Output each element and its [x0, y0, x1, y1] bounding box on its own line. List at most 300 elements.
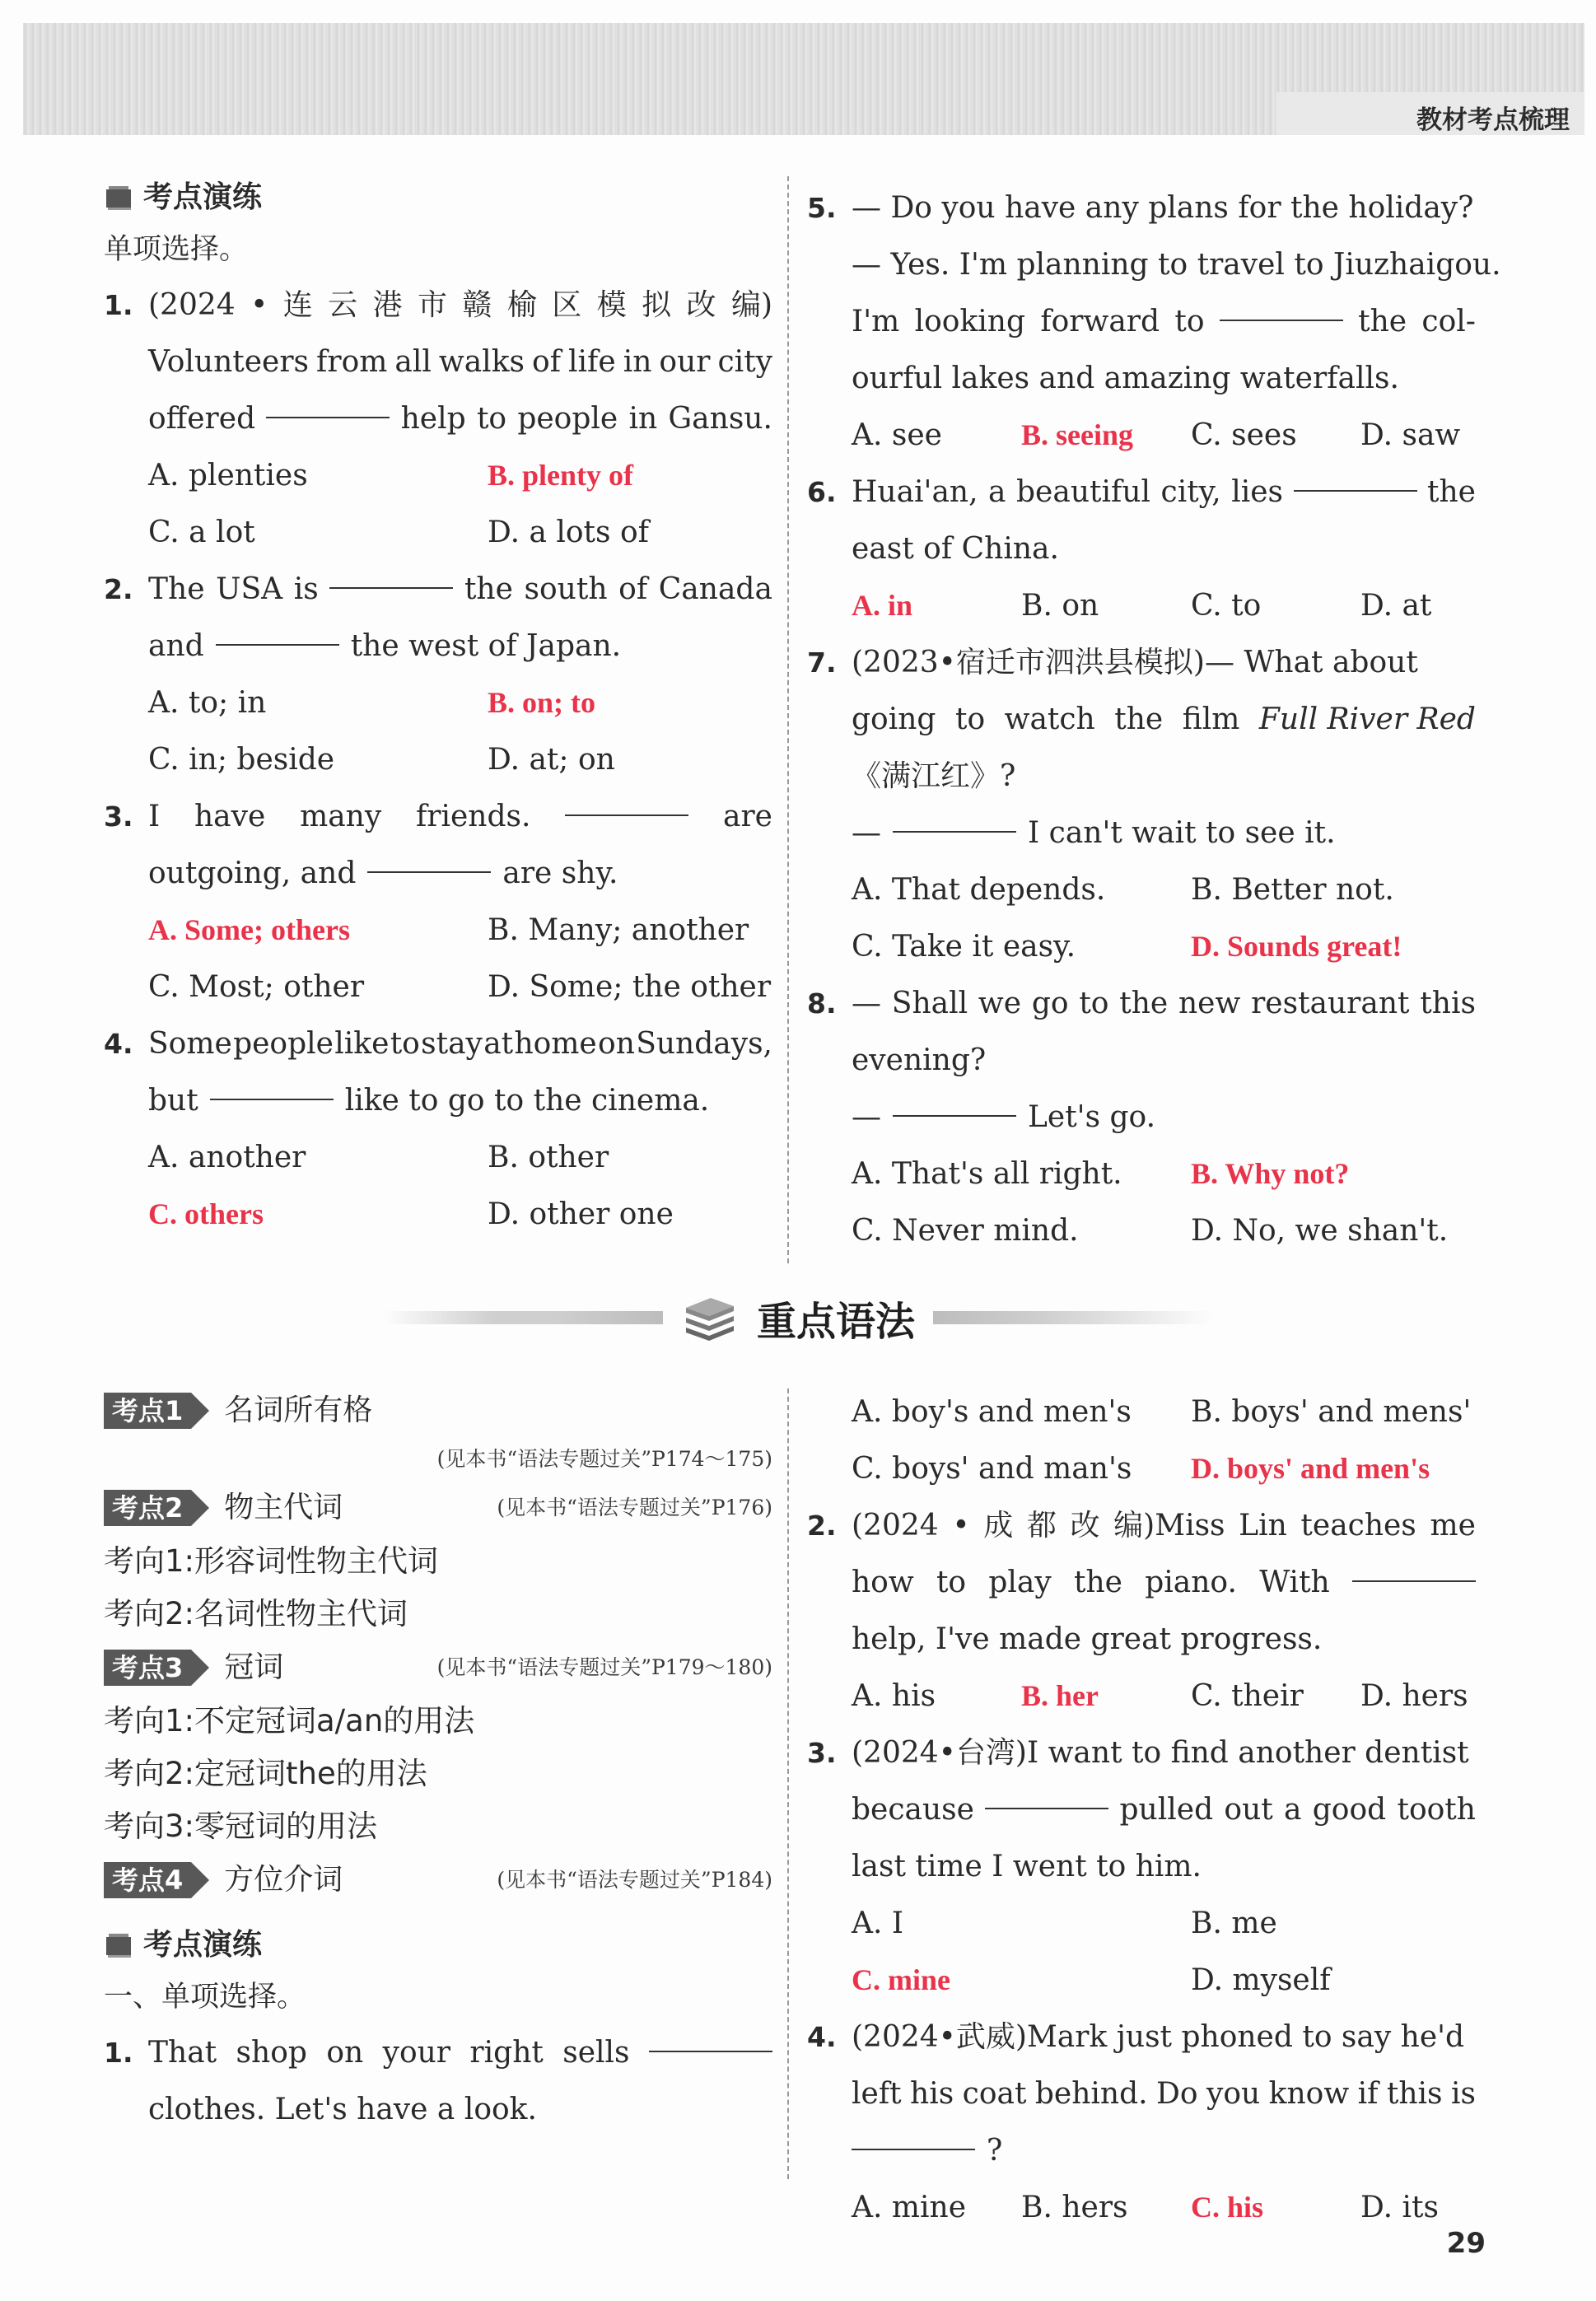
correct-option[interactable]: C. his: [1191, 2191, 1264, 2224]
question-word: to: [936, 1566, 967, 1599]
question-line: [807, 975, 1476, 1032]
question-line: [104, 334, 772, 390]
question-text: [852, 1032, 1476, 1089]
question-word: a: [1284, 1793, 1302, 1827]
question-text: [852, 805, 1476, 861]
question-word: go: [1031, 987, 1069, 1020]
grammar-points-column: [104, 1384, 772, 2138]
correct-option[interactable]: A. in: [852, 589, 913, 622]
question-word: Huai'an,: [852, 475, 978, 509]
options-row: [104, 1186, 772, 1243]
question-word: Let's go.: [1028, 1100, 1156, 1134]
decorative-bar-left: [383, 1311, 663, 1324]
options-row: [104, 902, 772, 959]
book-icon: [104, 1930, 133, 1960]
question-text: [852, 748, 1476, 805]
books-stack-icon: [681, 1293, 739, 1342]
question-word: I'm: [852, 305, 900, 338]
question-word: home: [514, 1027, 597, 1061]
question-word: is: [293, 572, 319, 606]
option[interactable]: B. boys' and mens': [1191, 1395, 1472, 1429]
question-word: clothes. Let's have a look.: [148, 2093, 537, 2126]
option[interactable]: A. to; in: [148, 686, 267, 720]
options-row: [807, 1384, 1476, 1440]
column-divider-bottom: [787, 1389, 789, 2179]
options-row: [807, 407, 1476, 464]
question-word: 《满江红》?: [852, 759, 1016, 793]
question-word: but: [148, 1084, 198, 1118]
option[interactable]: D. its: [1360, 2191, 1439, 2224]
grammar-point-title: 物主代词: [224, 1491, 343, 1525]
grammar-point-badge: 考点1: [104, 1393, 191, 1429]
question-word: •: [250, 288, 268, 322]
question-word: USA: [216, 572, 283, 606]
question-line: [104, 2024, 772, 2081]
answer-blank[interactable]: [565, 788, 688, 816]
grammar-point-badge: 考点2: [104, 1490, 191, 1526]
options-row: [807, 577, 1476, 634]
question-word: out: [1224, 1793, 1273, 1827]
question-word: help, I've made great progress.: [852, 1622, 1323, 1656]
decorative-bar-right: [933, 1311, 1213, 1324]
option[interactable]: B. other: [488, 1141, 609, 1174]
question-word: new: [1178, 987, 1241, 1020]
question-line: [104, 618, 772, 674]
book-icon: [104, 183, 133, 212]
question-word: on: [598, 1027, 635, 1061]
option[interactable]: B. hers: [1021, 2191, 1128, 2224]
grammar-subpoint: 考向1:不定冠词a/an的用法: [104, 1703, 475, 1739]
practice-heading-text: 考点演练: [143, 1928, 263, 1963]
option[interactable]: D. hers: [1360, 1679, 1468, 1713]
question-word: —: [852, 987, 881, 1020]
question-word: play: [988, 1566, 1052, 1599]
question-word: to: [1079, 987, 1109, 1020]
question-word: 成: [983, 1509, 1014, 1543]
question-text: [852, 293, 1476, 350]
answer-blank[interactable]: [329, 561, 453, 589]
question-word: film: [1182, 702, 1240, 736]
question-text: [148, 788, 772, 845]
question-word: how: [852, 1566, 914, 1599]
option[interactable]: B. on: [1021, 589, 1099, 623]
question-word: coat: [962, 2077, 1027, 2111]
grammar-point-title: 名词所有格: [224, 1393, 373, 1428]
question-word: 改: [686, 288, 716, 322]
grammar-subpoint: 考向2:定冠词the的用法: [104, 1756, 427, 1791]
question-word: from: [316, 345, 388, 379]
question-word: I: [148, 800, 161, 833]
question-text: [852, 1838, 1476, 1895]
question-text: [852, 2009, 1476, 2065]
option[interactable]: A. another: [148, 1141, 306, 1174]
question-text: [148, 390, 772, 447]
question-text: [852, 2122, 1476, 2179]
question-word: lies: [1231, 475, 1283, 509]
question-line: [807, 1725, 1476, 1781]
question-line: [807, 2009, 1476, 2065]
answer-blank[interactable]: [216, 618, 339, 646]
question-word: city,: [1160, 475, 1221, 509]
question-word: teaches: [1300, 1509, 1416, 1543]
question-word: ourful lakes and amazing waterfalls.: [852, 362, 1399, 395]
question-word: the: [1073, 1566, 1122, 1599]
question-line: [104, 277, 772, 334]
correct-option[interactable]: B. her: [1021, 1679, 1099, 1712]
question-line: [807, 2065, 1476, 2122]
question-line: [104, 788, 772, 845]
question-text: [852, 520, 1476, 577]
question-word: east of China.: [852, 532, 1059, 566]
grammar-point-4: [104, 1853, 772, 1907]
right-column-exercises: [807, 180, 1501, 1259]
question-word: going: [852, 702, 936, 736]
question-word: Sundays,: [636, 1027, 772, 1061]
column-divider-top: [787, 176, 789, 1263]
options-row: [104, 959, 772, 1015]
question-word: 改: [1070, 1509, 1100, 1543]
question-word: left: [852, 2077, 902, 2111]
question-word: to: [954, 702, 986, 736]
question-text: [852, 180, 1476, 236]
grammar-title: 重点语法: [756, 1298, 915, 1345]
option[interactable]: A. see: [852, 418, 942, 452]
options-row: [807, 1895, 1476, 1952]
question-word: the: [1114, 702, 1164, 736]
header-title: 教材考点梳理: [1416, 105, 1570, 135]
correct-option[interactable]: A. Some; others: [148, 913, 350, 946]
options-row: [104, 731, 772, 788]
question-line: [807, 1838, 1476, 1895]
option[interactable]: A. plenties: [148, 459, 308, 492]
option[interactable]: D. myself: [1191, 1963, 1331, 1997]
answer-blank[interactable]: [649, 2024, 772, 2052]
correct-option[interactable]: C. others: [148, 1197, 264, 1230]
section-heading: [104, 173, 772, 222]
options-row: [807, 861, 1476, 918]
option[interactable]: D. No, we shan't.: [1191, 1214, 1449, 1248]
question-text: [148, 2081, 772, 2138]
question-word: help: [400, 402, 466, 436]
options-row: [104, 674, 772, 731]
question-word: the west of Japan.: [350, 629, 622, 663]
question-line: [807, 464, 1476, 520]
option[interactable]: C. boys' and man's: [852, 1452, 1132, 1486]
question-word: your: [382, 2036, 451, 2070]
question-text: [148, 277, 772, 334]
question-word: to: [1174, 305, 1205, 338]
option[interactable]: C. in; beside: [148, 743, 335, 777]
question-word: (2024•台湾)I want to find another dentist: [852, 1736, 1469, 1770]
question-word: beautiful: [1016, 475, 1151, 509]
question-word: right: [469, 2036, 544, 2070]
question-word: our: [659, 345, 711, 379]
question-number: 4.: [104, 1028, 133, 1060]
question-word: life: [568, 345, 616, 379]
correct-option[interactable]: B. on; to: [488, 686, 596, 719]
options-row: [807, 1952, 1476, 2009]
question-line: [807, 180, 1476, 236]
question-word: tooth: [1397, 1793, 1476, 1827]
question-word: shop: [236, 2036, 307, 2070]
question-word: of: [532, 345, 562, 379]
question-word: last time I went to him.: [852, 1850, 1202, 1883]
question-word: are: [722, 800, 772, 833]
answer-blank[interactable]: [1352, 1554, 1476, 1582]
left-column-exercises: [104, 173, 772, 1243]
question-word: we: [978, 987, 1022, 1020]
question-word: The: [148, 572, 205, 606]
correct-option[interactable]: D. boys' and men's: [1191, 1452, 1430, 1485]
option[interactable]: C. a lot: [148, 516, 255, 549]
section-heading-text: 考点演练: [143, 180, 263, 215]
question-word: many: [300, 800, 382, 833]
answer-blank[interactable]: [367, 845, 491, 873]
question-word: walks: [438, 345, 525, 379]
grammar-point-1: [104, 1384, 772, 1438]
question-word: good: [1312, 1793, 1387, 1827]
question-word: because: [852, 1793, 974, 1827]
question-word: the: [1427, 475, 1476, 509]
options-row: [807, 1668, 1476, 1725]
question-word: have: [194, 800, 266, 833]
question-line: [807, 1089, 1476, 1146]
question-line: [807, 748, 1476, 805]
practice-heading: [104, 1921, 772, 1970]
option[interactable]: A. That's all right.: [852, 1157, 1122, 1191]
question-text: [148, 1072, 772, 1129]
question-word: is: [1450, 2077, 1476, 2111]
practice-subheading: 一、单项选择。: [104, 1981, 306, 2014]
question-line: [807, 236, 1501, 293]
question-line: [807, 520, 1476, 577]
question-word: like: [334, 1027, 390, 1061]
question-word: 都: [1026, 1509, 1057, 1543]
question-line: [104, 1015, 772, 1072]
question-text: [852, 236, 1501, 293]
question-word: 市: [417, 288, 447, 322]
question-word: 港: [372, 288, 403, 322]
option[interactable]: C. sees: [1191, 418, 1297, 452]
grammar-subpoint: 考向3:零冠词的用法: [104, 1809, 378, 1844]
question-text: [852, 2065, 1476, 2122]
question-word: (2023•宿迁市泗洪县模拟)— What about: [852, 646, 1418, 679]
question-line: [104, 845, 772, 902]
question-word: 赣: [462, 288, 492, 322]
question-word: 云: [328, 288, 358, 322]
answer-blank[interactable]: [893, 1089, 1016, 1117]
option[interactable]: D. other one: [488, 1197, 674, 1231]
question-word: 榆: [506, 288, 537, 322]
correct-option[interactable]: D. Sounds great!: [1191, 930, 1402, 963]
correct-option[interactable]: C. mine: [852, 1963, 950, 1996]
question-line: [104, 2081, 772, 2138]
option[interactable]: A. boy's and men's: [852, 1395, 1132, 1429]
question-line: [807, 1781, 1476, 1838]
option[interactable]: A. mine: [852, 2191, 967, 2224]
options-row: [104, 504, 772, 561]
question-text: [148, 334, 772, 390]
question-word: south: [524, 572, 608, 606]
options-row: [807, 918, 1476, 975]
question-word: sells: [562, 2036, 630, 2070]
question-word: pulled: [1119, 1793, 1214, 1827]
grammar-point-reference: (见本书“语法专题过关”P179～180): [436, 1655, 772, 1679]
option[interactable]: D. Some; the other: [488, 970, 772, 1004]
answer-blank[interactable]: [266, 390, 390, 418]
question-word: the: [1119, 987, 1169, 1020]
question-word: and: [148, 629, 204, 663]
grammar-point-reference: (见本书“语法专题过关”P176): [497, 1496, 772, 1519]
option[interactable]: C. to: [1191, 589, 1262, 623]
grammar-subpoint: 考向1:形容词性物主代词: [104, 1543, 439, 1579]
correct-option[interactable]: B. Why not?: [1191, 1157, 1350, 1190]
grammar-exercises-right: [807, 1384, 1476, 2236]
option[interactable]: D. saw: [1360, 418, 1461, 452]
question-word: people: [233, 1027, 334, 1061]
answer-blank[interactable]: [852, 2122, 975, 2150]
question-word: at: [483, 1027, 514, 1061]
question-line: [807, 805, 1476, 861]
question-word: his: [910, 2077, 954, 2111]
question-word: outgoing, and: [148, 856, 357, 890]
question-word: 连: [282, 288, 313, 322]
options-row: [807, 1202, 1476, 1259]
question-line: [807, 2122, 1476, 2179]
question-word: all: [394, 345, 432, 379]
question-word: That: [148, 2036, 217, 2070]
correct-option[interactable]: B. plenty of: [488, 459, 634, 492]
question-text: [852, 1497, 1476, 1554]
question-word: 编): [730, 288, 772, 322]
question-word: if: [1357, 2077, 1379, 2111]
question-line: [807, 1554, 1476, 1611]
question-word: —: [852, 1100, 881, 1134]
question-number: 5.: [807, 192, 837, 224]
question-number: 2.: [807, 1510, 837, 1542]
question-word: the: [1358, 305, 1407, 338]
option[interactable]: C. Take it easy.: [852, 930, 1076, 964]
question-line: [104, 1072, 772, 1129]
header-tab: [1276, 92, 1584, 135]
question-text: [148, 2024, 772, 2081]
question-word: like to go to the cinema.: [344, 1084, 710, 1118]
question-line: [807, 1497, 1476, 1554]
option[interactable]: A. I: [852, 1907, 904, 1940]
section-subheading: 单项选择。: [104, 233, 249, 266]
option[interactable]: C. their: [1191, 1679, 1304, 1713]
question-word: piano.: [1145, 1566, 1237, 1599]
correct-option[interactable]: B. seeing: [1021, 418, 1134, 451]
question-line: [807, 350, 1476, 407]
question-line: [104, 561, 772, 618]
question-text: [852, 1611, 1476, 1668]
question-line: [807, 293, 1476, 350]
grammar-point-badge: 考点3: [104, 1650, 191, 1686]
grammar-point-reference: (见本书“语法专题过关”P184): [497, 1868, 772, 1892]
grammar-subpoint: 考向2:名词性物主代词: [104, 1596, 408, 1631]
question-word: — Yes. I'm planning to travel to Jiuzhaigou.: [852, 248, 1501, 282]
answer-blank[interactable]: [210, 1072, 334, 1100]
question-word: (2024: [852, 1509, 939, 1543]
question-word: in: [628, 402, 658, 436]
question-word: Volunteers: [148, 345, 310, 379]
question-word: behind.: [1034, 2077, 1148, 2111]
question-word: people: [517, 402, 618, 436]
question-word: are shy.: [502, 856, 618, 890]
question-text: [148, 1015, 772, 1072]
option[interactable]: B. Many; another: [488, 913, 749, 947]
page-number: 29: [1446, 2227, 1486, 2260]
answer-blank[interactable]: [1294, 464, 1417, 492]
option[interactable]: B. me: [1191, 1907, 1277, 1940]
question-word: to: [390, 1027, 420, 1061]
option[interactable]: A. That depends.: [852, 873, 1106, 907]
question-number: 1.: [104, 2037, 133, 2069]
option[interactable]: B. Better not.: [1191, 873, 1394, 907]
question-word: 拟: [642, 288, 672, 322]
options-row: [104, 1129, 772, 1186]
question-word: Canada: [658, 572, 772, 606]
option[interactable]: D. at; on: [488, 743, 615, 777]
question-word: in: [623, 345, 652, 379]
grammar-point-title: 方位介词: [224, 1863, 343, 1897]
question-word: (2024: [148, 288, 236, 322]
grammar-point-title: 冠词: [224, 1650, 284, 1685]
option[interactable]: C. Never mind.: [852, 1214, 1079, 1248]
question-word: forward: [1040, 305, 1160, 338]
question-word: evening?: [852, 1043, 987, 1077]
option[interactable]: D. at: [1360, 589, 1432, 623]
question-word: Do: [1156, 2077, 1198, 2111]
question-word: to: [476, 402, 507, 436]
option[interactable]: C. Most; other: [148, 970, 365, 1004]
question-text: [148, 845, 772, 902]
question-text: [852, 691, 1476, 748]
answer-blank[interactable]: [985, 1781, 1108, 1809]
question-word: a: [988, 475, 1006, 509]
answer-blank[interactable]: [1220, 293, 1343, 321]
grammar-point-3: [104, 1641, 772, 1695]
question-text: [852, 1725, 1476, 1781]
question-word: on: [326, 2036, 364, 2070]
question-line: [807, 1611, 1476, 1668]
question-word: this: [1386, 2077, 1443, 2111]
question-word: this: [1420, 987, 1476, 1020]
question-word: Shall: [891, 987, 968, 1020]
question-text: [852, 634, 1476, 691]
question-word: Lin: [1239, 1509, 1287, 1543]
options-row: [807, 1440, 1476, 1497]
question-text: [852, 464, 1476, 520]
option[interactable]: D. a lots of: [488, 516, 649, 549]
answer-blank[interactable]: [893, 805, 1016, 833]
question-word: I can't wait to see it.: [1028, 816, 1336, 850]
question-number: 7.: [807, 646, 837, 679]
question-line: [104, 390, 772, 447]
question-number: 3.: [807, 1737, 837, 1769]
question-word: (2024•武威)Mark just phoned to say he'd: [852, 2020, 1465, 2054]
question-text: [852, 1089, 1476, 1146]
question-word: 编)Miss: [1113, 1509, 1225, 1543]
option[interactable]: A. his: [852, 1679, 936, 1713]
question-word: ?: [987, 2134, 1003, 2168]
question-word: city: [717, 345, 772, 379]
grammar-point-reference: (见本书“语法专题过关”P174～175): [436, 1447, 772, 1471]
question-text: [852, 350, 1476, 407]
question-number: 8.: [807, 987, 837, 1020]
question-word: Full River Red: [1258, 702, 1476, 736]
